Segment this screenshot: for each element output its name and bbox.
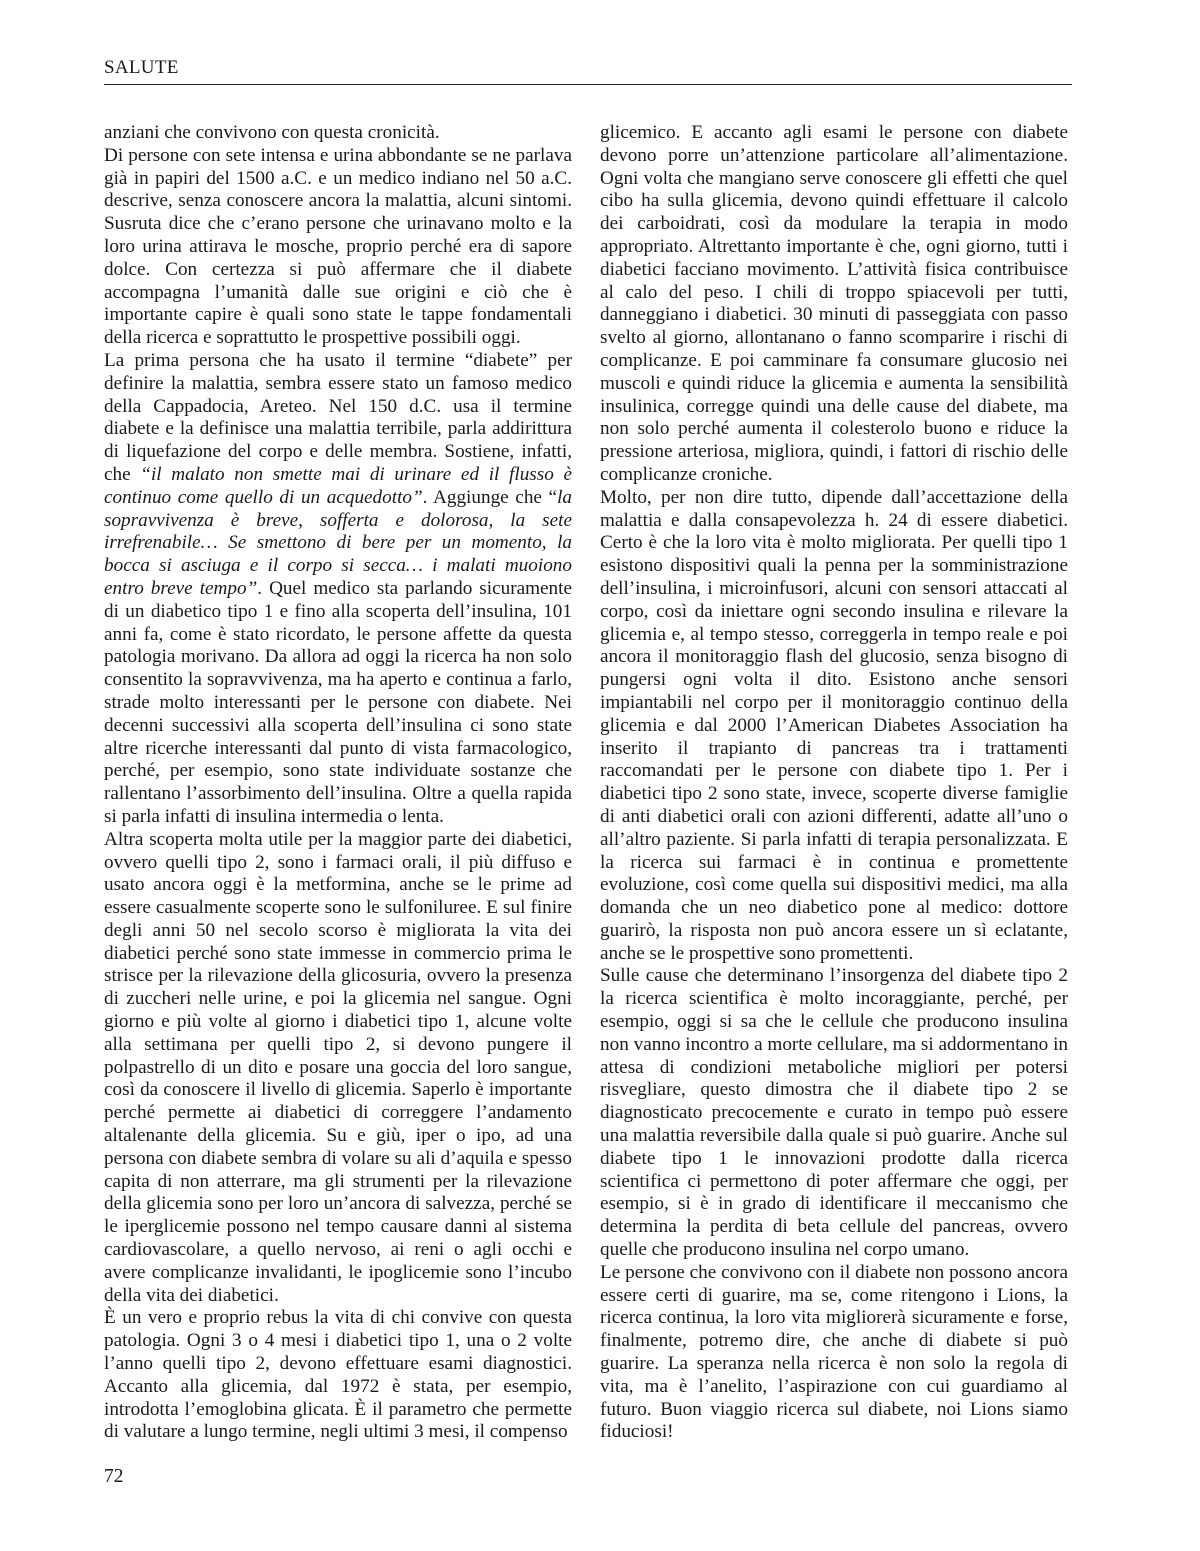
- left-column: [104, 122, 572, 1444]
- paragraph: Molto, per non dire tutto, dipende dall’accettazione della malattia e dalla consapevolezza h. 24 di essere diabetici. Certo è che la loro vita è molto migliorata. Per quelli tipo 1 esistono dispositivi quali la penna per la somministrazione dell’insulina, i microinfusori, alcuni con sensori attaccati al corpo, così da iniettare ogni secondo insulina e rilevare la glicemia e, al tempo stesso, correggerla in tempo reale e poi ancora il monitoraggio flash del glucosio, senza bisogno di pungersi ogni volta il dito. Esistono anche sensori impiantabili nel corpo per il monitoraggio continuo della glicemia e dal 2000 l’American Diabetes Association ha inserito il trapianto di pancreas tra i trattamenti raccomandati per le persone con diabete tipo 1. Per i diabetici tipo 2 sono state, invece, scoperte diverse famiglie di anti diabetici orali con azioni differenti, adatte all’uno o all’altro paziente. Si parla infatti di terapia personalizzata. E la ricerca sui farmaci è in continua e promettente evoluzione, così come quella sui dispositivi medici, ma alla domanda che un neo diabetico pone al medico: dottore guarirò, la risposta non può ancora essere un sì eclatante, anche se le prospettive sono promettenti.: [600, 486, 1068, 964]
- right-column: [600, 122, 1068, 1444]
- paragraph-areteo: [104, 350, 572, 829]
- paragraph: Sulle cause che determinano l’insorgenza del diabete tipo 2 la ricerca scientifica è molto incoraggiante, perché, per esempio, oggi si sa che le cellule che producono insulina non vanno incontro a morte cellulare, ma si addormentano in attesa di condizioni metaboliche migliori per potersi risvegliare, questo dimostra che il diabete tipo 2 se diagnosticato precocemente e curato in tempo può essere una malattia reversibile dalla quale si può guarire. Anche sul diabete tipo 1 le innovazioni prodotte dalla ricerca scientifica ci permettono di poter affermare che oggi, per esempio, si è in grado di identificare il meccanismo che determina la perdita di beta cellule del pancreas, ovvero quelle che producono insulina nel corpo umano.: [600, 965, 1068, 1261]
- quote-italic: la sopravvivenza è breve, sofferta e dolorosa, la sete irrefrenabile… Se smettono di bere per un momento, la bocca si asciuga e il corpo si secca… i malati muoiono entro breve tempo”: [104, 486, 572, 599]
- paragraph: Di persone con sete intensa e urina abbondante se ne parlava già in papiri del 1500 a.C. e un medico indiano nel 50 a.C. descrive, senza conoscere ancora la malattia, alcuni sintomi. Susruta dice che c’erano persone che urinavano molto e la loro urina attirava le mosche, proprio perché era di sapore dolce. Con certezza si può affermare che il diabete accompagna l’umanità dalle sue origini e ciò che è importante capire è quali sono state le tappe fondamentali della ricerca e soprattutto le prospettive possibili oggi.: [104, 144, 572, 349]
- page-number: 72: [104, 1466, 124, 1487]
- quote-italic: “il malato non smette mai di urinare ed il flusso è continuo come quello di un acquedotto”: [104, 463, 572, 508]
- paragraph: Altra scoperta molta utile per la maggior parte dei diabetici, ovvero quelli tipo 2, sono i farmaci orali, il più diffuso e usato ancora oggi è la metformina, anche se le prime ad essere casualmente scoperte sono le sulfoniluree. E sul finire degli anni 50 nel secolo scorso è migliorata la vita dei diabetici perché sono state immesse in commercio prima le strisce per la rilevazione della glicosuria, ovvero la presenza di zuccheri nelle urine, e poi la glicemia nel sangue. Ogni giorno e più volte al giorno i diabetici tipo 1, alcune volte alla settimana per quelli tipo 2, si devono pungere il polpastrello di un dito e posare una goccia del loro sangue, così da conoscere il livello di glicemia. Saperlo è importante perché permette ai diabetici di correggere l’andamento altalenante della glicemia. Su e giù, iper o ipo, ad una persona con diabete sembra di volare su ali d’aquila e spesso capita di non atterrare, ma gli strumenti per la rilevazione della glicemia sono per loro un’ancora di salvezza, perché se le iperglicemie possono nel tempo causare danni al sistema cardiovascolare, a quello nervoso, ai reni o agli occhi e avere complicanze invalidanti, le ipoglicemie sono l’incubo della vita dei diabetici.: [104, 828, 572, 1306]
- paragraph: glicemico. E accanto agli esami le persone con diabete devono porre un’attenzione particolare all’alimentazione. Ogni volta che mangiano serve conoscere gli effetti che quel cibo ha sulla glicemia, devono quindi effettuare il calcolo dei carboidrati, così da modulare la terapia in modo appropriato. Altrettanto importante è che, ogni giorno, tutti i diabetici facciano movimento. L’attività fisica contribuisce al calo del peso. I chili di troppo spiacevoli per tutti, danneggiano i diabetici. 30 minuti di passeggiata con passo svelto al giorno, allontanano o fanno scomparire i rischi di complicanze. E poi camminare fa consumare glucosio nei muscoli e quindi riduce la glicemia e aumenta la sensibilità insulinica, corregge quindi una delle cause del diabete, ma non solo perché aumenta il colesterolo buono e riduce la pressione arteriosa, migliora, quindi, i fattori di rischio delle complicanze croniche.: [600, 122, 1068, 485]
- paragraph: anziani che convivono con questa cronicità.: [104, 122, 440, 143]
- paragraph-text: . Aggiunge che “: [422, 486, 558, 508]
- section-label: SALUTE: [104, 57, 179, 78]
- paragraph-text: La prima persona che ha usato il termine “diabete” per definire la malattia, sembra essere stato un famoso medico della Cappadocia, Areteo. Nel 150 d.C. usa il termine diabete e la definisce una malattia terribile, parla addirittura di liquefazione del corpo e delle membra. Sostiene, infatti, che: [104, 349, 572, 485]
- paragraph: È un vero e proprio rebus la vita di chi convive con questa patologia. Ogni 3 o 4 mesi i diabetici tipo 1, una o 2 volte l’anno quelli tipo 2, devono effettuare esami diagnostici. Accanto alla glicemia, dal 1972 è stata, per esempio, introdotta l’emoglobina glicata. È il parametro che permette di valutare a lungo termine, negli ultimi 3 mesi, il compenso: [104, 1307, 572, 1443]
- paragraph-text: . Quel medico sta parlando sicuramente di un diabetico tipo 1 e fino alla scoperta dell’insulina, 101 anni fa, come è stato ricordato, le persone affette da questa patologia morivano. Da allora ad oggi la ricerca ha non solo consentito la sopravvivenza, ma ha aperto e continua a farlo, strade molto interessanti per le persone con diabete. Nei decenni successivi alla scoperta dell’insulina ci sono state altre ricerche interessanti dal punto di vista farmacologico, perché, per esempio, sono state individuate sostanze che rallentano l’assorbimento dell’insulina. Oltre a quella rapida si parla infatti di insulina intermedia o lenta.: [104, 577, 572, 827]
- paragraph: Le persone che convivono con il diabete non possono ancora essere certi di guarire, ma se, come ritengono i Lions, la ricerca continua, la loro vita migliorerà sicuramente e forse, finalmente, potremo dire, che anche di diabete si può guarire. La speranza nella ricerca è non solo la regola di vita, ma è l’anelito, l’aspirazione con cui guardiamo al futuro. Buon viaggio ricerca sul diabete, noi Lions siamo fiduciosi!: [600, 1261, 1068, 1443]
- page-header: [104, 58, 1072, 85]
